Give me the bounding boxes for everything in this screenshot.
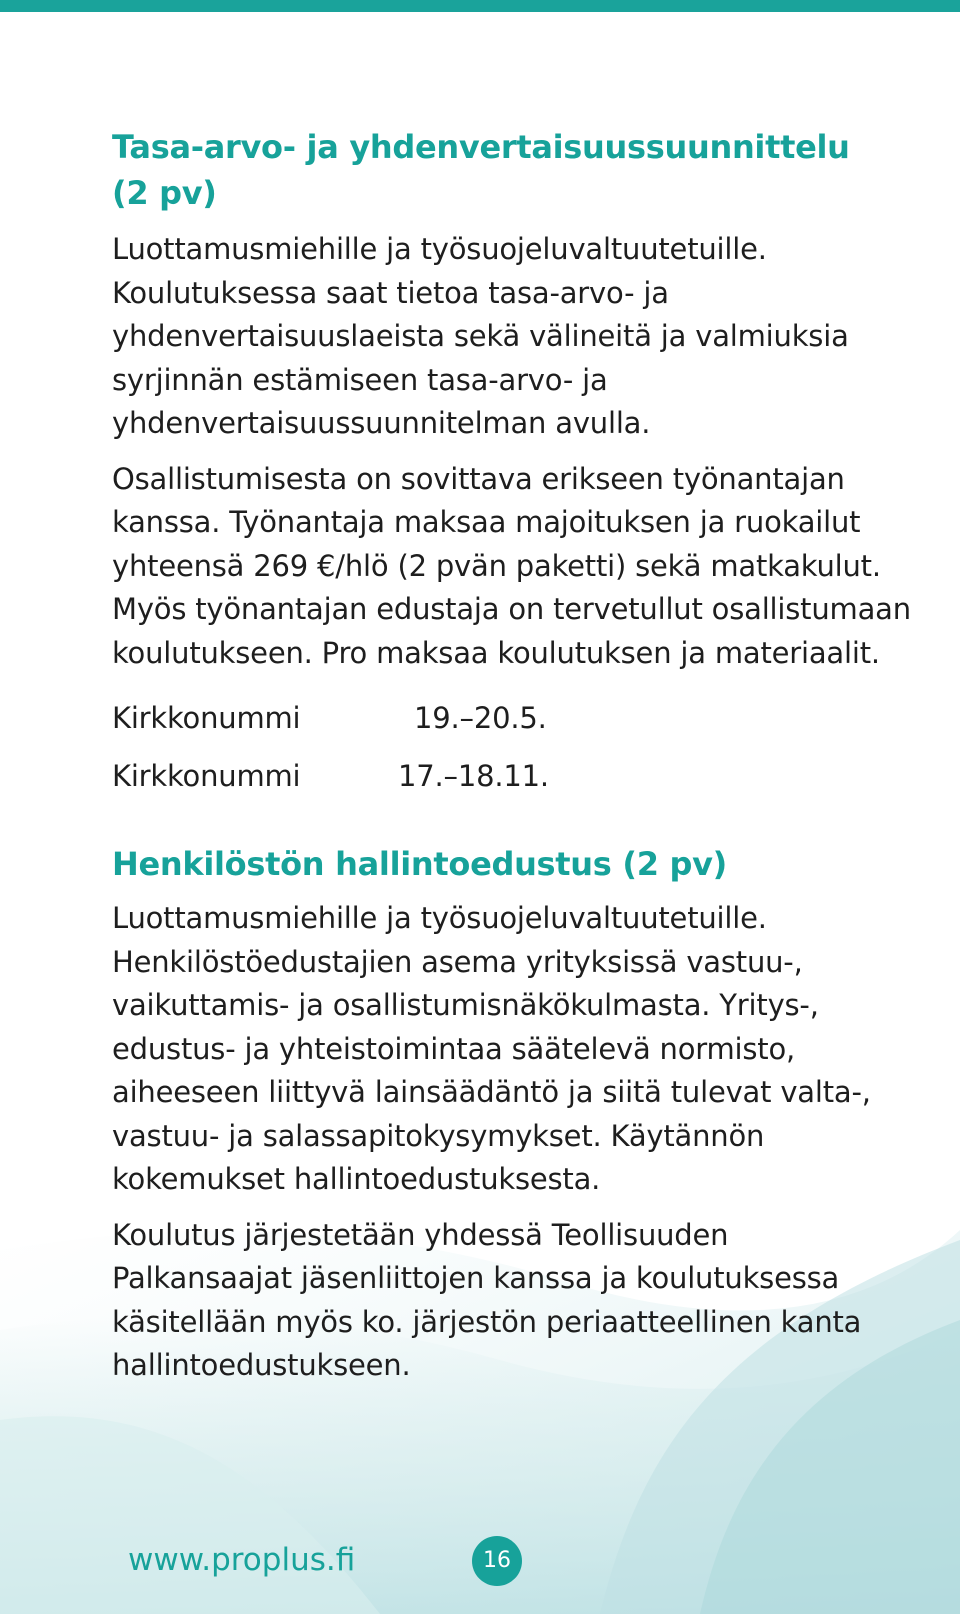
section2-description: Henkilöstöedustajien asema yrityksissä vastuu-, vaikuttamis- ja osallistumisnäkökulmasta. Yritys-, edustus- ja yhteistoimintaa säätelevä normisto, aiheeseen liittyvä lainsäädäntö ja siitä tulevat valta-, vastuu- ja salassapitokysymykset. Käytännön kokemukset hallintoedustuksesta.: [112, 944, 871, 1196]
page-number-badge: 16: [472, 1536, 522, 1586]
section2-audience: Luottamusmiehille ja työsuojeluvaltuutetuille.: [112, 901, 767, 935]
section-title-equality-planning: [112, 124, 912, 216]
page-content: [112, 124, 912, 1388]
title-line-2: (2 pv): [112, 174, 217, 212]
title-line-1: Tasa-arvo- ja yhdenvertaisuussuunnittelu: [112, 128, 850, 166]
section1-note: Osallistumisesta on sovittava erikseen työnantajan kanssa. Työnantaja maksaa majoituksen ja ruokailut yhteensä 269 €/hlö (2 pvän paketti) sekä matkakulut. Myös työnantajan edustaja on tervetullut osallistumaan koulutukseen. Pro maksaa koulutuksen ja materiaalit.: [112, 461, 911, 670]
section-title-staff-representation: Henkilöstön hallintoedustus (2 pv): [112, 845, 727, 883]
date-range: 19.–20.5.: [414, 701, 547, 735]
date-row: [112, 747, 912, 805]
section1-audience: Luottamusmiehille ja työsuojeluvaltuutetuille.: [112, 232, 767, 266]
date-range: 17.–18.11.: [398, 759, 549, 793]
section1-description: Koulutuksessa saat tietoa tasa-arvo- ja yhdenvertaisuuslaeista sekä välineitä ja valmiuksia syrjinnän estämiseen tasa-arvo- ja yhdenvertaisuussuunnitelman avulla.: [112, 275, 849, 440]
footer-website-link[interactable]: www.proplus.fi: [128, 1542, 356, 1578]
course-dates: [112, 689, 912, 805]
date-location: Kirkkonummi: [112, 759, 301, 793]
section2-note: Koulutus järjestetään yhdessä Teollisuuden Palkansaajat jäsenliittojen kanssa ja koulutuksessa käsitellään myös ko. järjestön periaatteellinen kanta hallintoedustukseen.: [112, 1217, 862, 1382]
date-row: [112, 689, 912, 747]
date-location: Kirkkonummi: [112, 701, 301, 735]
